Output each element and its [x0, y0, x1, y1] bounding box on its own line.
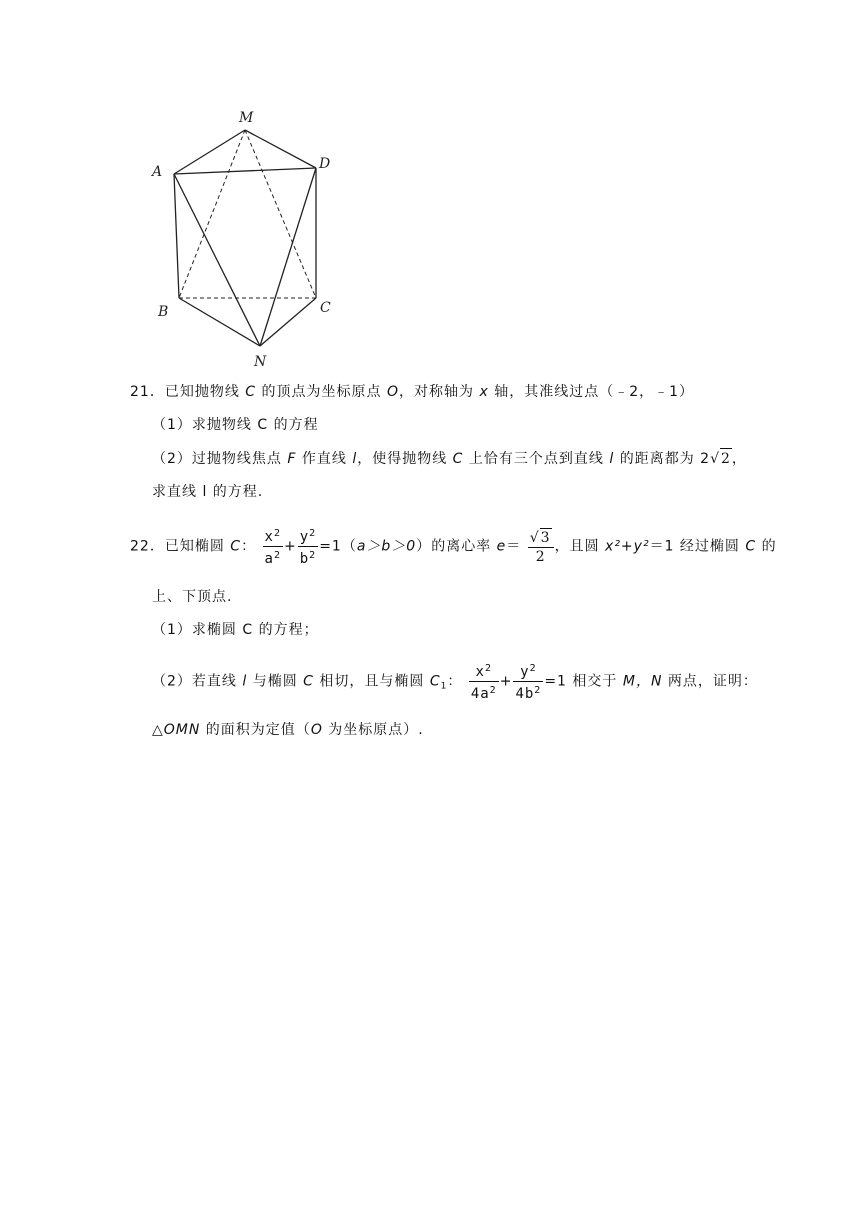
- q21-part2: [152, 448, 747, 469]
- q22-part1: （1）求椭圆 C 的方程；: [152, 622, 319, 638]
- q22-var-OMN: OMN: [163, 722, 201, 738]
- sqrt-radicand: 2: [720, 448, 732, 469]
- q22-text: 的: [756, 538, 777, 555]
- q21-text: 已知抛物线: [164, 384, 246, 400]
- q21-text: ，对称轴为: [399, 384, 480, 400]
- q22-p2-text: 两点，证明：: [662, 673, 758, 690]
- edge-AM: [174, 130, 245, 174]
- q22-text: ：: [241, 538, 257, 555]
- q21-p2-text: 作直线: [296, 451, 353, 467]
- q22-p2-text: 为坐标原点）.: [322, 722, 424, 738]
- q21-var-x: x: [479, 384, 489, 400]
- q21-p2-text: 上恰有三个点到直线: [463, 451, 610, 467]
- label-C: C: [320, 300, 331, 316]
- q22-var-C: C: [303, 673, 314, 690]
- q21-number: 21．: [130, 384, 165, 400]
- q22-condition: a＞b＞0: [356, 538, 417, 555]
- edge-MB: [179, 130, 245, 298]
- label-B: B: [158, 304, 169, 320]
- q21-part2-line2: 求直线 l 的方程.: [152, 484, 264, 500]
- q22-p2-text: =1 相交于: [544, 673, 623, 690]
- edge-MC: [245, 130, 316, 298]
- q22-p2-text: （2）若直线: [152, 673, 243, 690]
- label-D: D: [319, 156, 331, 172]
- edge-MD: [245, 130, 316, 168]
- q21-text: 的顶点为坐标原点: [256, 384, 387, 400]
- edge-AB: [174, 174, 179, 298]
- q22-var-O: O: [310, 722, 323, 738]
- q22-text: ）的离心率: [416, 538, 497, 555]
- q21-var-l: l: [609, 451, 615, 467]
- q22-subscript: 1: [440, 681, 448, 692]
- q21-p2-text: 的距离都为 2: [614, 451, 711, 467]
- q22-number: 22．: [130, 538, 165, 555]
- q22-var-C: C: [745, 538, 757, 555]
- q22-stem-line2: 上、下顶点.: [152, 589, 233, 605]
- q22-text: ＝1 经过椭圆: [649, 538, 746, 555]
- q21-p2-text: ，: [731, 451, 747, 467]
- q21-stem: [130, 382, 694, 402]
- q22-stem: 22．已知椭圆 C： $\frac{x^2}{a^2}$ + $\frac{y^2}{b^2}$ =1（a＞b＞0）的离心率 e＝ $\frac{√3}{2}$ ，且圆 x²+y²＝1 经过椭圆 C 的: [130, 525, 777, 568]
- q21-var-C: C: [452, 451, 464, 467]
- sqrt-symbol: √: [710, 451, 720, 467]
- q22-text: ，且圆: [554, 538, 606, 555]
- q22-text: =1（: [319, 538, 357, 555]
- fraction-x2-4a2: $\frac{x^2}{4a^2}$: [469, 660, 499, 703]
- label-M: M: [239, 110, 254, 126]
- q22-text: ＝: [506, 538, 522, 555]
- triangle-symbol: △: [152, 722, 164, 738]
- geometry-figure: [146, 104, 346, 374]
- q22-part2-line2: [152, 720, 424, 740]
- label-N: N: [254, 354, 267, 370]
- q21-var-F: F: [287, 451, 297, 467]
- label-A: A: [152, 164, 163, 180]
- fraction-y2-b2: $\frac{y^2}{b^2}$: [298, 525, 318, 568]
- fraction-sqrt3-2: $\frac{√3}{2}$: [528, 528, 554, 566]
- q21-p2-text: ，使得抛物线: [357, 451, 453, 467]
- q22-p2-text: 与椭圆: [247, 673, 304, 690]
- q22-p2-text: 相切，且与椭圆: [313, 673, 430, 690]
- edge-CN: [260, 298, 316, 346]
- fraction-y2-4b2: $\frac{y^2}{4b^2}$: [513, 660, 543, 703]
- q22-var-e: e: [496, 538, 507, 555]
- q22-var-C1: C: [429, 673, 441, 690]
- edge-AD: [174, 168, 316, 174]
- q22-p2-text: 的面积为定值（: [200, 722, 311, 738]
- q22-var-MN: M，N: [622, 673, 663, 690]
- q22-text: 已知椭圆: [164, 538, 231, 555]
- q21-p2-text: （2）过抛物线焦点: [152, 451, 288, 467]
- figure-svg: [146, 104, 346, 374]
- q21-part1: （1）求抛物线 C 的方程: [152, 417, 319, 433]
- q21-var-O: O: [386, 384, 399, 400]
- q22-p2-text: ：: [447, 673, 463, 690]
- q21-text: 轴，其准线过点（﹣2，﹣1）: [488, 384, 695, 400]
- q22-circle-expr: x²+y²: [605, 538, 650, 555]
- edge-DN: [260, 168, 316, 346]
- fraction-x2-a2: $\frac{x^2}{a^2}$: [263, 525, 283, 568]
- q21-var-C: C: [245, 384, 257, 400]
- q22-part2: （2）若直线 l 与椭圆 C 相切，且与椭圆 $C_1$： $\frac{x^2}{4a^2}$ + $\frac{y^2}{4b^2}$ =1 相交于 M，N 两点，证明：: [152, 660, 758, 705]
- q21-var-l: l: [352, 451, 358, 467]
- q22-var-l: l: [242, 673, 248, 690]
- q22-var-C: C: [230, 538, 242, 555]
